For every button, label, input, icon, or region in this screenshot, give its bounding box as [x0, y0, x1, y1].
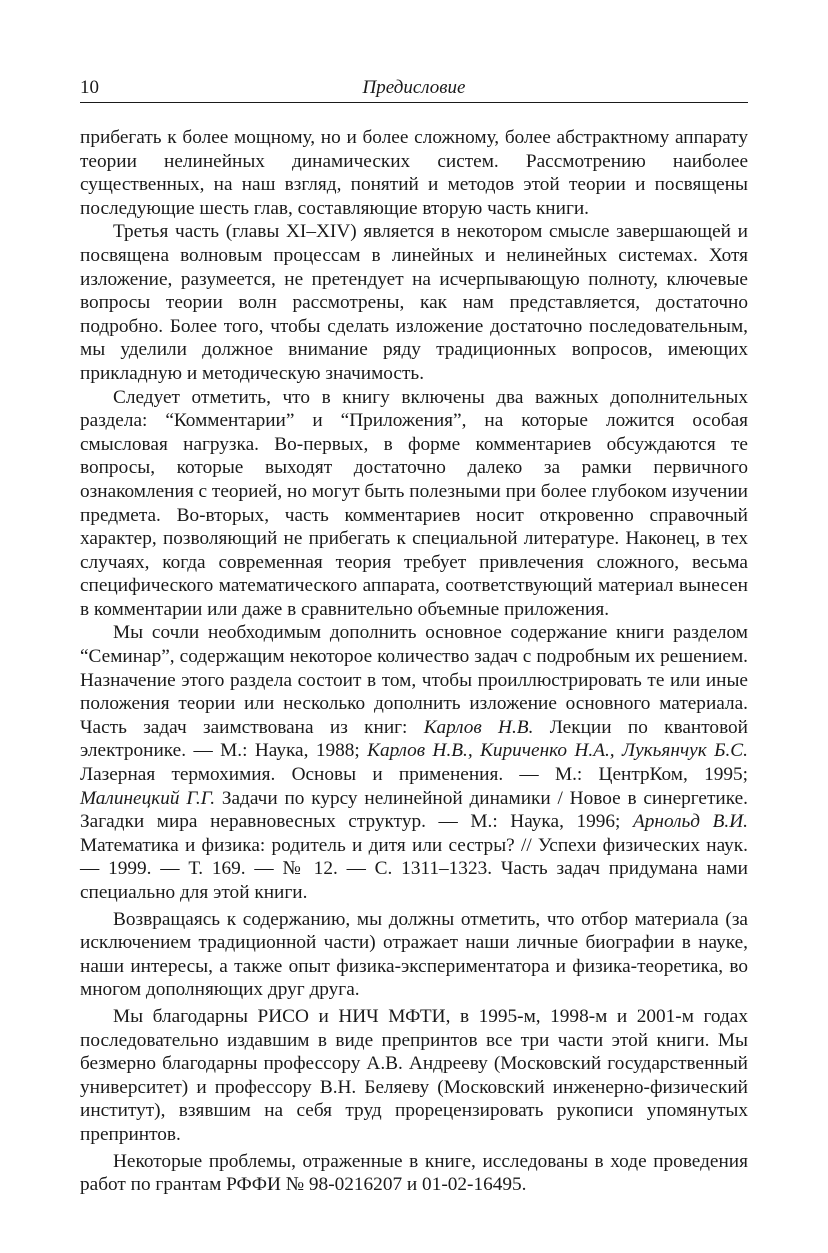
running-title: Предисловие: [362, 77, 466, 98]
reference-author: Малинецкий Г.Г.: [80, 787, 216, 809]
reference-author: Карлов Н.В., Кириченко Н.А., Лукьянчук Б.С.: [367, 740, 748, 762]
seminar-text: Мы сочли необходимым дополнить основное содержание книги разделом “Семинар”, содержащим некоторое количество задач с подробным их решением. Назначение этого раздела состоит в том, чтобы проиллюстрировать те или иные положения теории или несколько дополнить изложение основного материала. Часть задач заимствована из книг:: [80, 622, 748, 738]
paragraph-material-selection: Возвращаясь к содержанию, мы должны отметить, что отбор материала (за исключением традиционной части) отражает наши личные биографии в науке, наши интересы, а также опыт физика-экспериментатора и физика-теоретика, во многом дополняющих друг друга.: [80, 908, 748, 1001]
paragraph-third-part: Третья часть (главы XI–XIV) является в некотором смысле завершающей и посвящена волновым процессам в линейных и нелинейных системах. Хотя изложение, разумеется, не претендует на исчерпывающую полноту, ключевые вопросы теории волн рассмотрены, как нам представляется, достаточно подробно. Более того, чтобы сделать изложение достаточно последовательным, мы уделили должное внимание ряду традиционных вопросов, имеющих прикладную и методическую значимость.: [80, 221, 748, 384]
reference-title: Лазерная термохимия. Основы и применения. — М.: ЦентрКом, 1995;: [80, 764, 748, 786]
reference-title: Лекции по квантовой электронике. — М.: Наука, 1988;: [80, 716, 748, 762]
paragraph-continuation: прибегать к более мощному, но и более сложному, более абстрактному аппарату теории нелинейных динамических систем. Рассмотрению наиболее существенных, на наш взгляд, понятий и методов этой теории и посвящены последующие шесть глав, составляющие вторую часть книги.: [80, 127, 748, 219]
paragraph-seminar: [80, 621, 748, 904]
page-header: [80, 76, 748, 103]
page-number: 10: [80, 77, 99, 98]
reference-title: Задачи по курсу нелинейной динамики / Новое в синергетике. Загадки мира неравновесных структур. — М.: Наука, 1996;: [80, 787, 748, 833]
paragraph-commentary-appendix: Следует отметить, что в книгу включены два важных дополнительных раздела: “Комментарии” и “Приложения”, на которые ложится особая смысловая нагрузка. Во-первых, в форме комментариев обсуждаются те вопросы, которые выходят достаточно далеко за рамки первичного ознакомления с теорией, но могут быть полезными при более глубоком изучении предмета. Во-вторых, часть комментариев носит откровенно справочный характер, позволяющий не прибегать к специальной литературе. Наконец, в тех случаях, когда современная теория требует привлечения сложного, весьма специфического математического аппарата, соответствующий материал вынесен в комментарии или даже в сравнительно объемные приложения.: [80, 386, 748, 620]
reference-title: Математика и физика: родитель и дитя или сестры? // Успехи физических наук. — 1999. — Т. 169. — № 12. — С. 1311–1323. Часть задач придумана нами специально для этой книги.: [80, 834, 748, 903]
paragraph-grants: Некоторые проблемы, отраженные в книге, исследованы в ходе проведения работ по грантам РФФИ № 98-0216207 и 01-02-16495.: [80, 1150, 748, 1196]
body-text: [80, 126, 748, 1197]
reference-author: Карлов Н.В.: [423, 716, 534, 738]
reference-author: Арнольд В.И.: [632, 811, 748, 833]
paragraph-acknowledgements: Мы благодарны РИСО и НИЧ МФТИ, в 1995-м, 1998-м и 2001-м годах последовательно издавшим в виде препринтов все три части этой книги. Мы безмерно благодарны профессору А.В. Андрееву (Московский государственный университет) и профессору В.Н. Беляеву (Московский инженерно-физический институт), взявшим на себя труд прорецензировать рукописи упомянутых препринтов.: [80, 1005, 748, 1145]
